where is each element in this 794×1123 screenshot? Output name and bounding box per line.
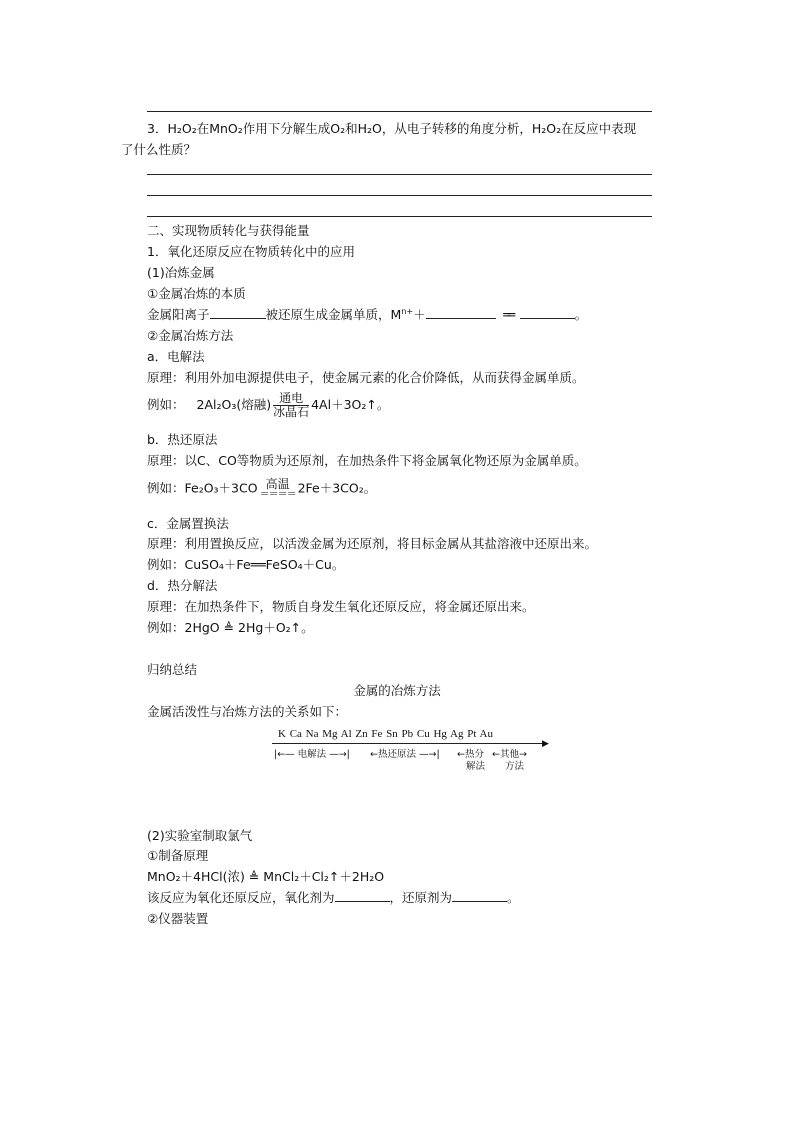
reaction-rhs: 2Fe＋3CO₂。 bbox=[297, 480, 377, 496]
subsection-heading: 1．氧化还原反应在物质转化中的应用 bbox=[147, 244, 355, 259]
method-c-principle: 原理：利用置换反应，以活泼金属为还原剂，将目标金属从其盐溶液中还原出来。 bbox=[147, 536, 598, 551]
section-heading: 二、实现物质转化与获得能量 bbox=[147, 223, 310, 238]
thermal-reduction-range: ←热还原法 —→| bbox=[370, 749, 440, 760]
method-d-principle: 原理：在加热条件下，物质自身发生氧化还原反应，将金属还原出来。 bbox=[147, 599, 535, 614]
summary-title: 金属的冶炼方法 bbox=[353, 683, 441, 698]
plus-sign: ＋ bbox=[413, 307, 426, 322]
fill-blank[interactable] bbox=[520, 306, 575, 319]
answer-line bbox=[147, 111, 652, 112]
prep-question bbox=[147, 889, 520, 907]
prep-text-b: ，还原剂为 bbox=[389, 890, 453, 905]
condition-top: 通电 bbox=[273, 392, 309, 406]
condition-top: 高温 bbox=[265, 477, 290, 491]
reaction-lhs: 例如：Fe₂O₃＋3CO bbox=[147, 480, 258, 496]
prep-text-c: 。 bbox=[507, 890, 520, 905]
metal-activity-diagram bbox=[270, 728, 552, 778]
prep-text-a: 该反应为氧化还原反应，氧化剂为 bbox=[147, 890, 335, 905]
reaction-condition bbox=[260, 478, 296, 500]
other-methods-range bbox=[492, 749, 527, 773]
method-b-example bbox=[147, 478, 376, 500]
method-c-title: c．金属置换法 bbox=[147, 516, 229, 531]
range-label-line-1: ←其他→ bbox=[492, 749, 527, 760]
method-a-example bbox=[147, 392, 389, 419]
item-heading: (1)冶炼金属 bbox=[147, 265, 215, 280]
method-c-example: 例如：CuSO₄＋Fe══FeSO₄＋Cu。 bbox=[147, 557, 345, 572]
answer-line bbox=[147, 195, 652, 196]
question-3-line-1: 3．H₂O₂在MnO₂作用下分解生成O₂和H₂O，从电子转移的角度分析，H₂O₂在反应中表现 bbox=[147, 121, 637, 136]
charge-superscript: n+ bbox=[401, 307, 414, 316]
reaction-rhs: 4Al＋3O₂↑。 bbox=[311, 397, 390, 412]
summary-label: 归纳总结 bbox=[147, 662, 198, 677]
condition-bottom: 冰晶石 bbox=[273, 405, 310, 419]
range-label-line-2: 解法 bbox=[466, 761, 486, 772]
activity-axis bbox=[272, 743, 544, 744]
essence-text-b: 被还原生成金属单质，M bbox=[265, 307, 402, 322]
essence-line bbox=[147, 306, 587, 324]
thermal-decomposition-range bbox=[456, 749, 485, 773]
essence-text-a: 金属阳离子 bbox=[147, 307, 210, 322]
essence-end: 。 bbox=[574, 307, 588, 322]
prep-title: ①制备原理 bbox=[147, 848, 209, 863]
answer-line bbox=[147, 216, 652, 217]
fill-blank[interactable] bbox=[426, 306, 496, 319]
condition-equals: ＝＝＝＝ bbox=[259, 489, 296, 500]
prep-equation: MnO₂＋4HCl(浓) ≜ MnCl₂＋Cl₂↑＋2H₂O bbox=[147, 869, 385, 884]
essence-title: ①金属冶炼的本质 bbox=[147, 286, 246, 301]
method-d-title: d．热分解法 bbox=[147, 578, 218, 593]
range-label-line-2: 方法 bbox=[504, 761, 524, 772]
equals-sign: ══ bbox=[503, 307, 513, 322]
axis-arrow-icon: ▶ bbox=[542, 739, 549, 749]
fill-blank[interactable] bbox=[210, 306, 266, 319]
item-heading: (2)实验室制取氯气 bbox=[147, 828, 253, 843]
method-a-title: a．电解法 bbox=[147, 349, 205, 364]
method-d-example: 例如：2HgO ≜ 2Hg＋O₂↑。 bbox=[147, 620, 314, 635]
method-b-title: b．热还原法 bbox=[147, 432, 218, 447]
relation-text: 金属活泼性与冶炼方法的关系如下： bbox=[147, 704, 348, 719]
method-b-principle: 原理：以C、CO等物质为还原剂，在加热条件下将金属氧化物还原为金属单质。 bbox=[147, 453, 587, 468]
example-prefix: 例如： bbox=[147, 397, 185, 412]
metal-activity-series: K Ca Na Mg Al Zn Fe Sn Pb Cu Hg Ag Pt Au bbox=[278, 728, 493, 740]
answer-line bbox=[147, 174, 652, 175]
fill-blank[interactable] bbox=[335, 889, 390, 902]
range-label-line-1: ←热分 bbox=[457, 749, 484, 760]
method-a-principle: 原理：利用外加电源提供电子，使金属元素的化合价降低，从而获得金属单质。 bbox=[147, 370, 585, 385]
apparatus-title: ②仪器装置 bbox=[147, 911, 209, 926]
method-title: ②金属冶炼方法 bbox=[147, 328, 234, 343]
question-3-line-2: 了什么性质？ bbox=[121, 142, 197, 157]
electrolysis-range: |←— 电解法 —→| bbox=[274, 749, 350, 760]
reaction-lhs: 2Al₂O₃(熔融) bbox=[196, 397, 272, 412]
reaction-condition bbox=[273, 392, 309, 419]
fill-blank[interactable] bbox=[452, 889, 507, 902]
